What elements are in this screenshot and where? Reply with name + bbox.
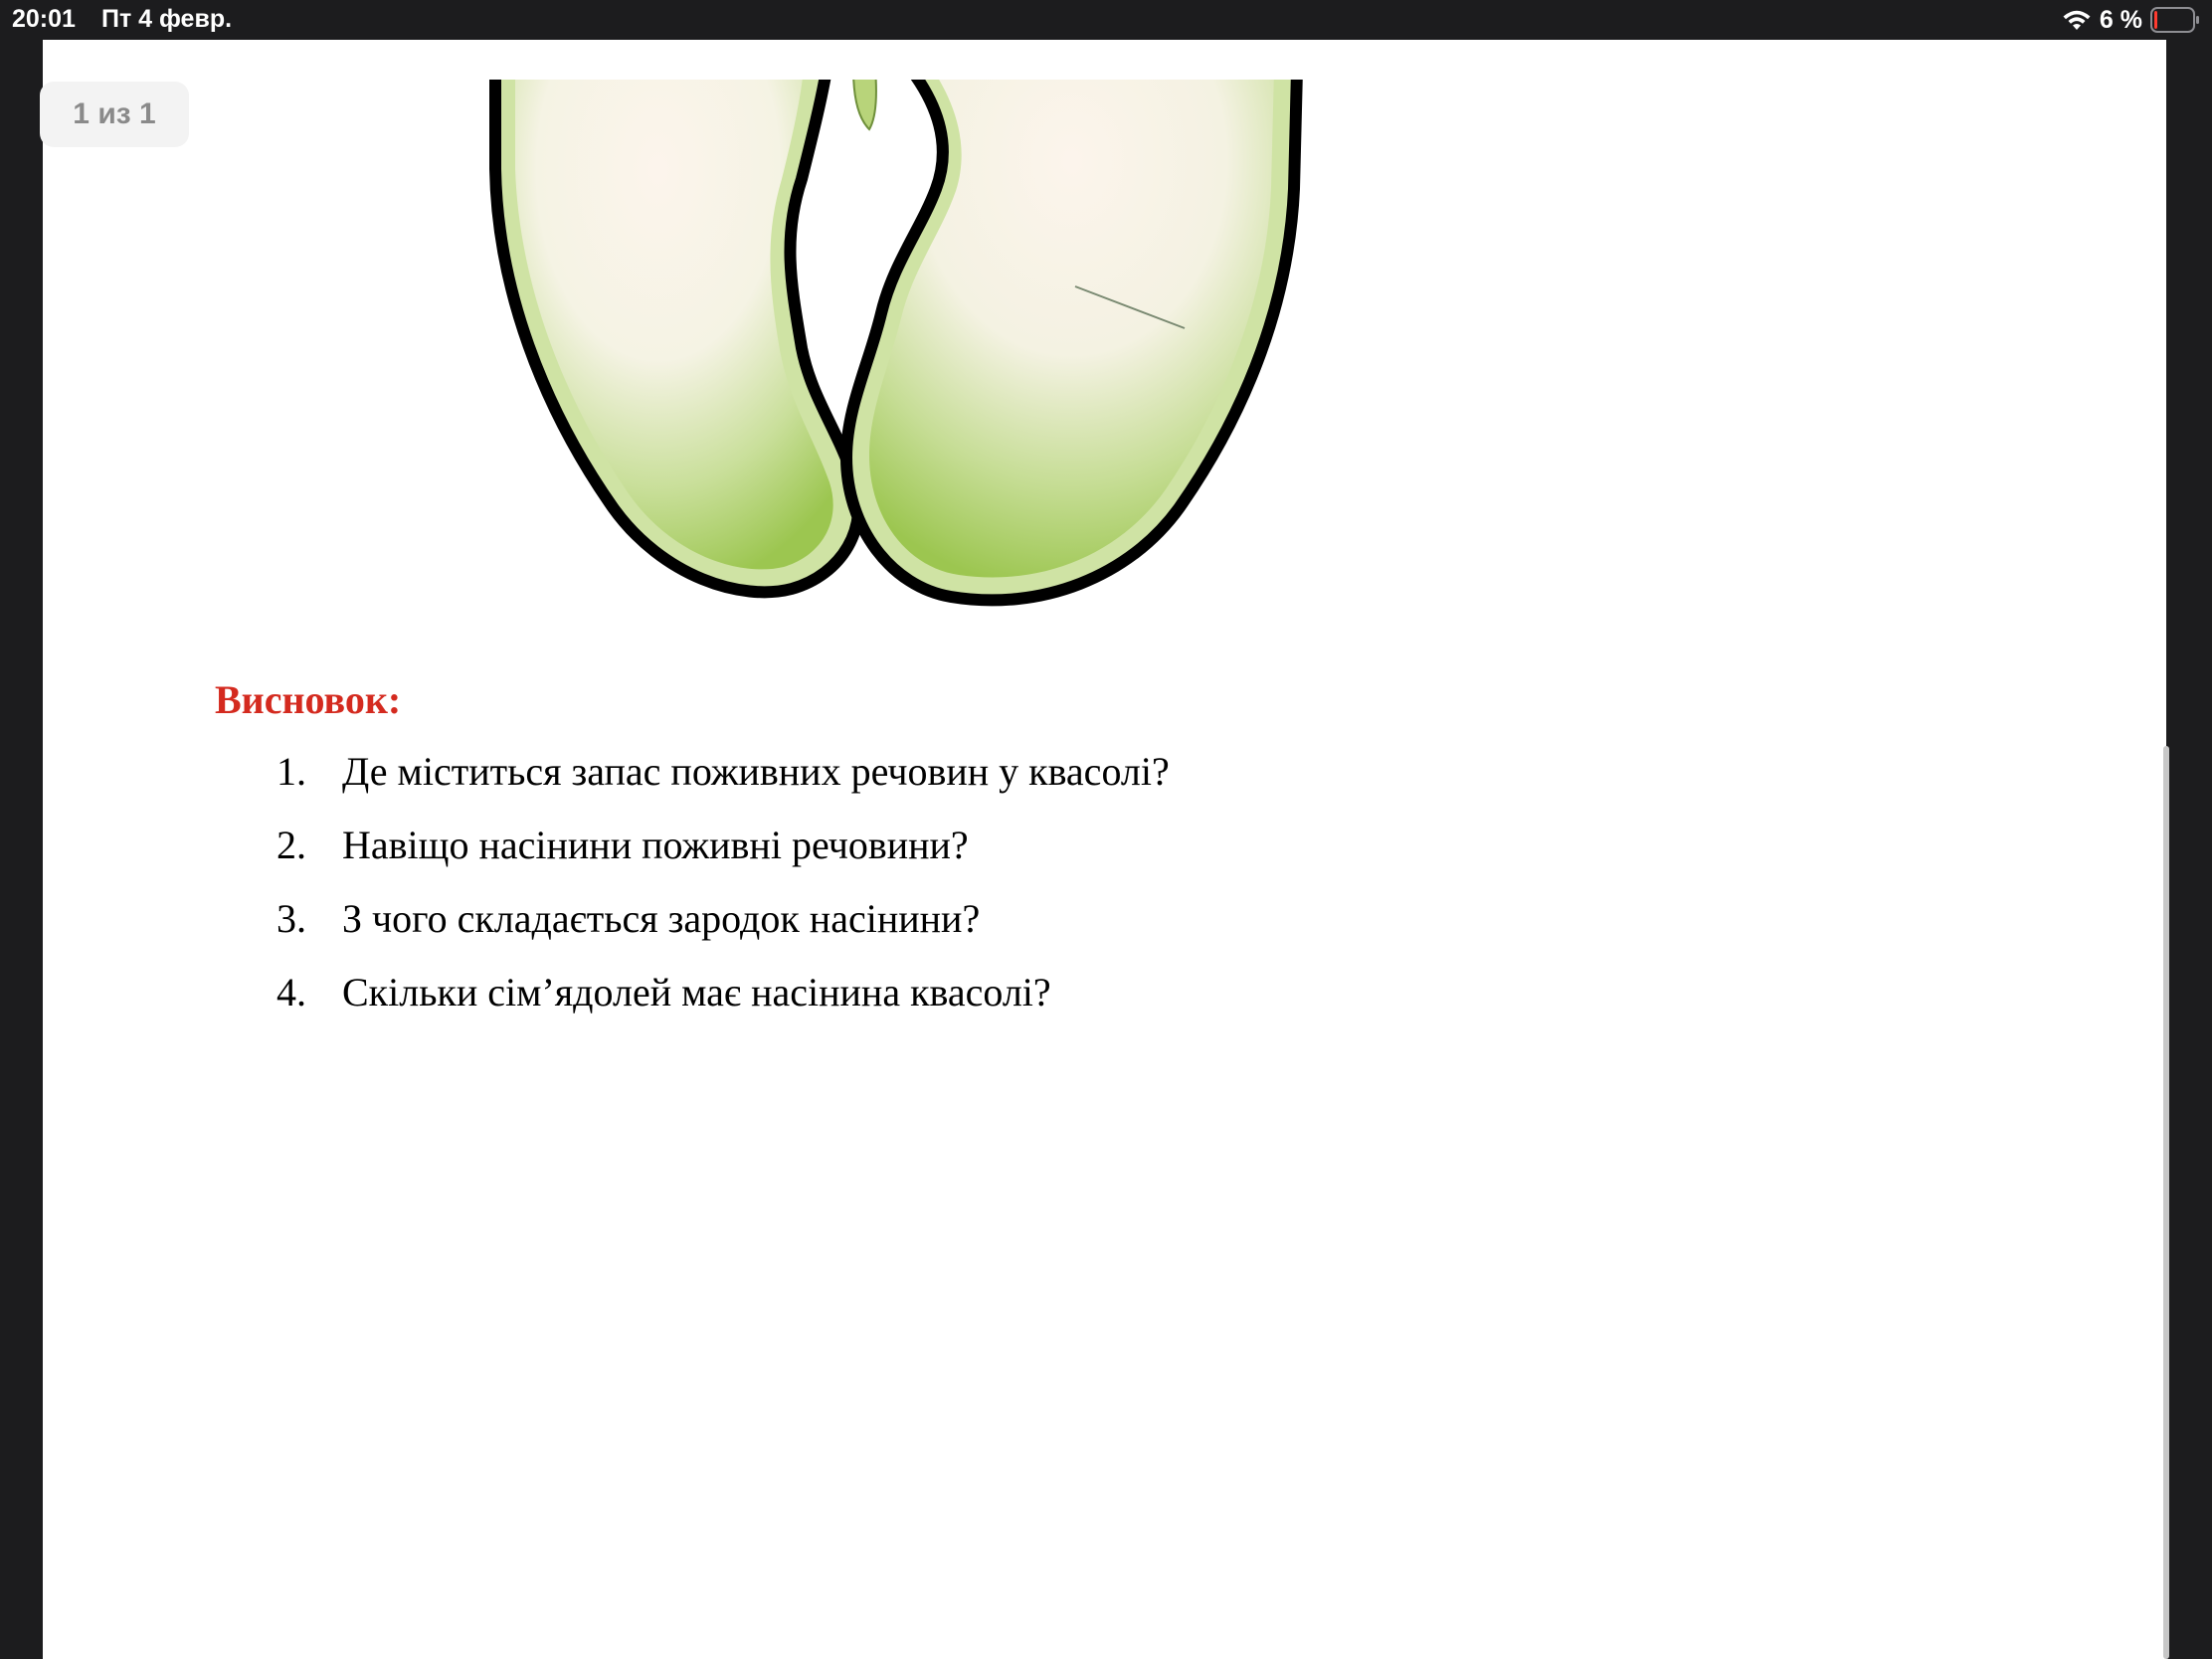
question-text: Де міститься запас поживних речовин у квасолі? bbox=[342, 749, 1170, 794]
document-page[interactable] bbox=[43, 40, 2166, 1659]
question-text: Навіщо насінини поживні речовини? bbox=[342, 823, 969, 867]
questions-list bbox=[276, 748, 1170, 1042]
list-item bbox=[276, 895, 1170, 969]
list-item bbox=[276, 822, 1170, 895]
bean-cotyledons-illustration bbox=[483, 80, 1458, 607]
question-number: 4. bbox=[276, 970, 306, 1014]
list-item bbox=[276, 969, 1170, 1042]
left-cotyledon bbox=[495, 80, 858, 592]
status-bar bbox=[0, 0, 2212, 40]
battery-percent: 6 % bbox=[2099, 5, 2142, 34]
status-date: Пт 4 февр. bbox=[101, 5, 233, 33]
status-indicators bbox=[2062, 4, 2200, 36]
question-number: 1. bbox=[276, 749, 306, 794]
right-cotyledon bbox=[846, 80, 1297, 600]
question-number: 2. bbox=[276, 823, 306, 867]
list-item bbox=[276, 748, 1170, 822]
question-number: 3. bbox=[276, 896, 306, 941]
wifi-icon bbox=[2062, 8, 2092, 32]
embryo-tip bbox=[853, 80, 876, 129]
status-time: 20:01 bbox=[12, 5, 76, 33]
question-text: З чого складається зародок насінини? bbox=[342, 896, 981, 941]
question-text: Скільки сім’ядолей має насінина квасолі? bbox=[342, 970, 1051, 1014]
conclusion-title: Висновок: bbox=[215, 677, 402, 722]
battery-icon bbox=[2150, 7, 2200, 33]
page-counter: 1 из 1 bbox=[40, 82, 189, 147]
scrollbar[interactable] bbox=[2163, 746, 2169, 1659]
